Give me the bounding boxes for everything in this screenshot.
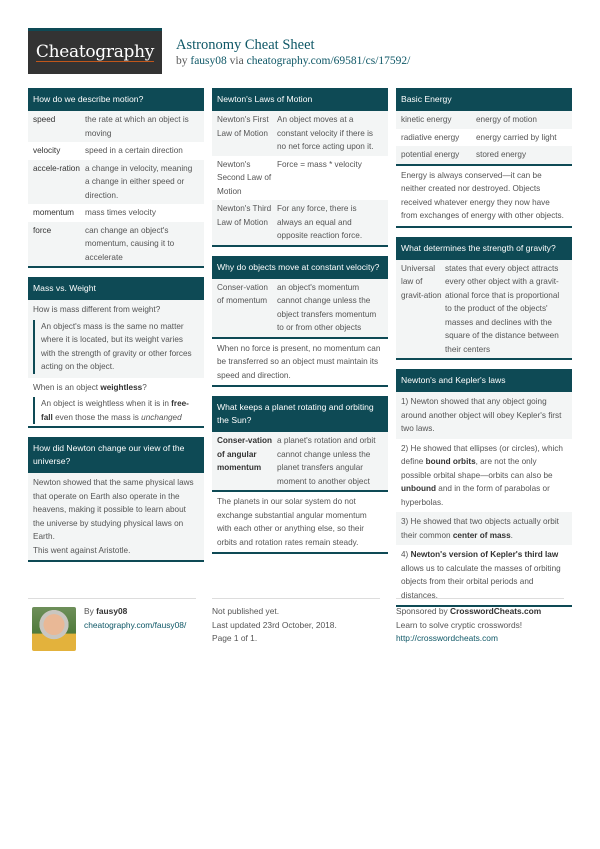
section-kepler: Newton's and Kepler's laws 1) Newton showed that any object going around another object will obey Kepler's first two laws. 2) He showed that ellipses (or circles), which define bound orbits, are not the only possible orbital shape—orbits can also be unbound and in the form of parabolas or hyperbolas. 3) He showed that two objects actually orbit their common center of mass. 4) Newton's version of Kepler's third law allows us to calculate the masses of orbiting objects from their orbital periods and distances. xyxy=(396,369,572,607)
table-row: velocity speed in a certain direction xyxy=(33,146,183,155)
table-row: speed the rate at which an object is moving xyxy=(28,111,204,142)
section-heading: What determines the strength of gravity? xyxy=(396,237,572,260)
table-row: Conser-vation of momentum an object's momentum cannot change unless the object transfers momentum to or from other objects xyxy=(212,279,388,337)
table-row: Universal law of gravit-ation states that every object attracts every other object with a gravit-ational force that is proportional to the product of the objects' masses and declines with the square of the distance between their centers xyxy=(396,260,572,359)
section-heading: How do we describe motion? xyxy=(28,88,204,111)
note: Energy is always conserved—it can be neither created nor destroyed. Objects received whatever energy they now have from exchanges of energy with other objects. xyxy=(401,170,564,220)
table-row: Newton's Second Law of Motion Force = mass * velocity xyxy=(217,159,362,196)
table-row: accele-ration a change in velocity, meaning a change in either speed or direction. xyxy=(28,160,204,205)
note: The planets in our solar system do not exchange substantial angular momentum with each other or anything else, so their orbits and rotation rates remain steady. xyxy=(217,497,367,547)
title-block xyxy=(176,37,410,67)
table-row: radiative energy energy carried by light xyxy=(401,132,557,142)
section-heading: Newton's Laws of Motion xyxy=(212,88,388,111)
table-row: Conser-vation of angular momentum a planet's rotation and orbit cannot change unless the planet transfers angular moment to another object xyxy=(212,432,388,490)
byline: by fausy08 via cheatography.com/69581/cs/17592/ xyxy=(176,55,411,67)
section-rotating xyxy=(212,396,388,554)
section-newton-view: How did Newton change our view of the universe? Newton showed that the same physical laws that operate on Earth also operate in the heavens, making it possible to learn about the universe by studying physical laws on Earth. This went against Aristotle. xyxy=(28,437,204,562)
section-heading: How did Newton change our view of the universe? xyxy=(28,437,204,473)
column-2 xyxy=(212,88,388,563)
question: How is mass different from weight? xyxy=(33,305,161,314)
footer-meta: Not published yet. Last updated 23rd October, 2018. Page 1 of 1. xyxy=(212,598,380,646)
column-1 xyxy=(28,88,204,571)
note: When no force is present, no momentum can be transferred so an object must maintain its speed and direction. xyxy=(217,343,381,380)
section-motion xyxy=(28,88,204,268)
author-profile-link[interactable]: cheatography.com/fausy08/ xyxy=(84,619,187,630)
section-heading: Mass vs. Weight xyxy=(28,277,204,300)
section-basic-energy xyxy=(396,88,572,228)
table-row: momentum mass times velocity xyxy=(33,208,156,217)
section-heading: What keeps a planet rotating and orbiting the Sun? xyxy=(212,396,388,432)
column-3 xyxy=(396,88,572,616)
section-gravity xyxy=(396,237,572,361)
table-row: kinetic energy energy of motion xyxy=(396,111,572,129)
section-newton-laws xyxy=(212,88,388,247)
section-heading: Why do objects move at constant velocity? xyxy=(212,256,388,279)
table-row: potential energy stored energy xyxy=(396,146,572,164)
answer: An object's mass is the same no matter where it is located, but its weight varies with the strength of gravity or other forces acting on the object. xyxy=(33,320,199,374)
table-row: force can change an object's momentum, causing it to accelerate xyxy=(28,222,204,267)
author-link[interactable]: fausy08 xyxy=(190,55,227,67)
footer-author: By fausy08 cheatography.com/fausy08/ xyxy=(28,598,196,605)
footer-sponsor: Sponsored by CrosswordCheats.com Learn to solve cryptic crosswords! http://crosswordcheats.com xyxy=(396,598,564,646)
table-row: Newton's First Law of Motion An object moves at a constant velocity if there is no net force acting upon it. xyxy=(212,111,388,156)
answer: An object is weightless when it is in free-fall even those the mass is unchanged xyxy=(33,397,199,424)
section-mass-weight xyxy=(28,277,204,428)
section-heading: Newton's and Kepler's laws xyxy=(396,369,572,392)
section-heading: Basic Energy xyxy=(396,88,572,111)
page-title: Astronomy Cheat Sheet xyxy=(176,37,315,53)
table-row: Newton's Third Law of Motion For any force, there is always an equal and opposite reaction force. xyxy=(212,200,388,245)
avatar[interactable] xyxy=(32,607,76,651)
question: When is an object weightless? xyxy=(33,382,147,392)
sponsor-link[interactable]: http://crosswordcheats.com xyxy=(396,633,498,643)
cheatography-logo[interactable]: Cheatography xyxy=(28,28,162,74)
sheet-url-link[interactable]: cheatography.com/69581/cs/17592/ xyxy=(246,55,411,67)
section-constant-velocity xyxy=(212,256,388,388)
